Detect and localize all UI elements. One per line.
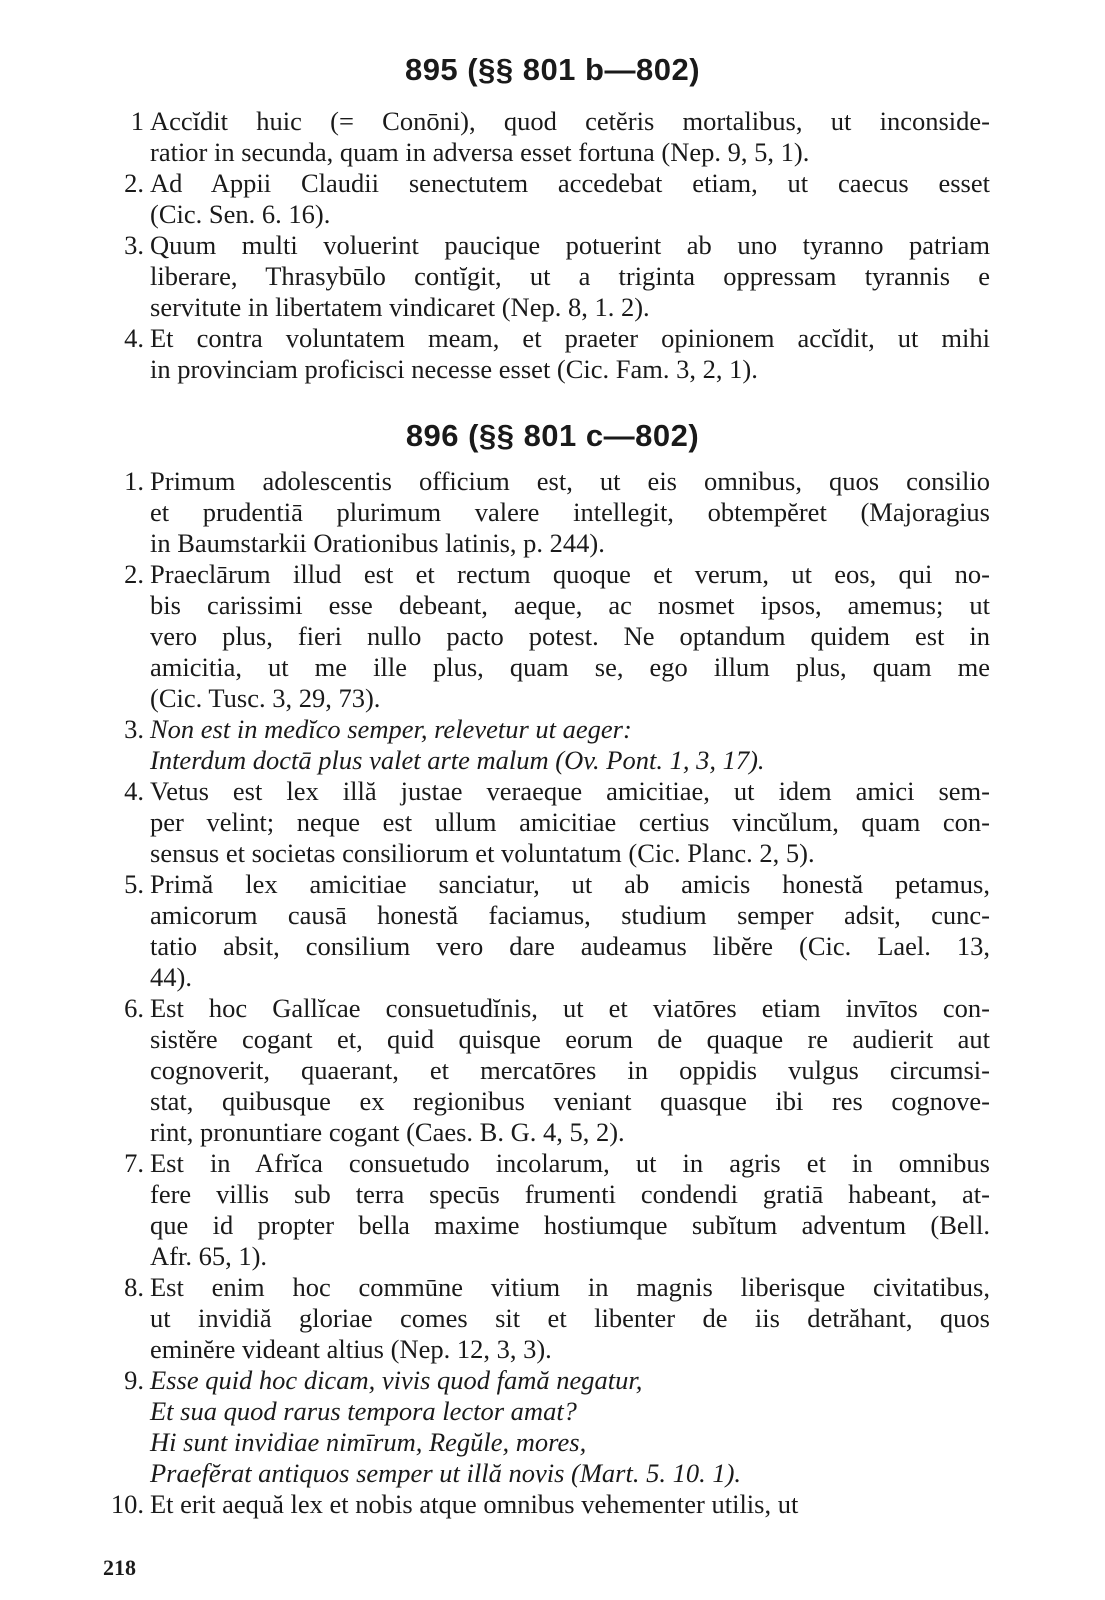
text-line: (Cic. Tusc. 3, 29, 73). <box>150 683 381 713</box>
example-item <box>124 323 990 385</box>
text-line: Et erit aequă lex et nobis atque omnibus vehementer utilis, ut <box>150 1489 799 1519</box>
section-895 <box>0 106 1105 385</box>
text-line: Afr. 65, 1). <box>150 1241 268 1271</box>
text-line: Est hoc Gallĭcae consuetudĭnis, ut et viatōres etiam invītos con- <box>150 993 990 1023</box>
example-item <box>130 106 990 168</box>
text-line: cognoverit, quaerant, et mercatōres in oppidis vulgus circumsi- <box>150 1055 990 1085</box>
verse-line: Et sua quod rarus tempora lector amat? <box>150 1396 577 1426</box>
text-line: sensus et societas consiliorum et voluntatum (Cic. Planc. 2, 5). <box>150 838 815 868</box>
text-line: vero plus, fieri nullo pacto potest. Ne optandum quidem est in <box>150 621 990 651</box>
example-item <box>124 776 990 869</box>
example-number: 5. <box>124 869 144 899</box>
text-line: que id propter bella maxime hostiumque subĭtum adventum (Bell. <box>150 1210 990 1240</box>
text-line: Vetus est lex illă justae veraeque amicitiae, ut idem amici sem- <box>150 776 990 806</box>
text-line: Et contra voluntatem meam, et praeter opinionem accĭdit, ut mihi <box>150 323 990 353</box>
text-line: fere villis sub terra specūs frumenti condendi gratiā habeant, at- <box>150 1179 990 1209</box>
example-number: 1. <box>124 466 144 496</box>
text-line: eminĕre videant altius (Nep. 12, 3, 3). <box>150 1334 552 1364</box>
text-line: sistĕre cogant et, quid quisque eorum de quaque re audierit aut <box>150 1024 990 1054</box>
example-number: 8. <box>124 1272 144 1302</box>
example-item <box>124 1272 990 1365</box>
example-item <box>110 1489 990 1520</box>
example-number: 4. <box>124 323 144 353</box>
section-heading-895: 895 (§§ 801 b—802) <box>404 52 701 87</box>
text-line: liberare, Thrasybūlo contĭgit, ut a triginta oppressam tyrannis e <box>150 261 990 291</box>
verse-line: Interdum doctā plus valet arte malum (Ov. Pont. 1, 3, 17). <box>150 745 765 775</box>
example-number: 3. <box>124 714 144 744</box>
text-line: amicorum causā honestă faciamus, studium semper adsit, cunc- <box>150 900 990 930</box>
verse-line: Non est in medĭco semper, relevetur ut aeger: <box>150 714 632 744</box>
text-line: in Baumstarkii Orationibus latinis, p. 244). <box>150 528 605 558</box>
text-line: Est enim hoc commūne vitium in magnis liberisque civitatibus, <box>150 1272 990 1302</box>
verse-line: Esse quid hoc dicam, vivis quod famă negatur, <box>150 1365 643 1395</box>
text-line: rint, pronuntiare cogant (Caes. B. G. 4, 5, 2). <box>150 1117 625 1147</box>
text-line: stat, quibusque ex regionibus veniant quasque ibi res cognove- <box>150 1086 990 1116</box>
section-heading-896: 896 (§§ 801 c—802) <box>405 418 700 453</box>
text-line: Accĭdit huic (= Conōni), quod cetĕris mortalibus, ut inconside- <box>150 106 990 136</box>
example-item <box>124 1148 990 1272</box>
text-line: Primă lex amicitiae sanciatur, ut ab amicis honestă petamus, <box>150 869 990 899</box>
text-line: 44). <box>150 962 192 992</box>
example-item <box>124 869 990 993</box>
verse-line: Praefĕrat antiquos semper ut illă novis (Mart. 5. 10. 1). <box>150 1458 742 1488</box>
text-line: Primum adolescentis officium est, ut eis omnibus, quos consilio <box>150 466 990 496</box>
example-number: 3. <box>124 230 144 260</box>
example-number: 1 <box>130 106 144 136</box>
text-line: in provinciam proficisci necesse esset (Cic. Fam. 3, 2, 1). <box>150 354 758 384</box>
example-item <box>124 230 990 323</box>
example-number: 2. <box>124 168 144 198</box>
page-number: 218 <box>103 1555 136 1580</box>
text-line: et prudentiā plurimum valere intellegit, obtempĕret (Majoragius <box>150 497 990 527</box>
example-item <box>124 993 990 1148</box>
verse-line: Hi sunt invidiae nimīrum, Regŭle, mores, <box>150 1427 587 1457</box>
text-line: amicitia, ut me ille plus, quam se, ego illum plus, quam me <box>150 652 990 682</box>
example-number: 10. <box>110 1489 144 1519</box>
text-line: Praeclārum illud est et rectum quoque et verum, ut eos, qui no- <box>150 559 990 589</box>
text-line: (Cic. Sen. 6. 16). <box>150 199 331 229</box>
text-line: servitute in libertatem vindicaret (Nep. 8, 1. 2). <box>150 292 650 322</box>
example-number: 6. <box>124 993 144 1023</box>
example-number: 9. <box>124 1365 144 1395</box>
example-item <box>124 168 990 230</box>
text-line: per velint; neque est ullum amicitiae certius vincŭlum, quam con- <box>150 807 990 837</box>
example-number: 7. <box>124 1148 144 1178</box>
text-line: Quum multi voluerint paucique potuerint ab uno tyranno patriam <box>150 230 990 260</box>
text-line: bis carissimi esse debeant, aeque, ac nosmet ipsos, amemus; ut <box>150 590 990 620</box>
text-line: ut invidiă gloriae comes sit et libenter de iis detrăhant, quos <box>150 1303 990 1333</box>
text-line: Est in Afrĭca consuetudo incolarum, ut in agris et in omnibus <box>150 1148 990 1178</box>
example-item <box>124 559 990 714</box>
example-item <box>124 466 990 559</box>
example-item <box>124 1365 990 1489</box>
section-896 <box>0 466 1105 1520</box>
example-item <box>124 714 990 776</box>
example-number: 2. <box>124 559 144 589</box>
example-number: 4. <box>124 776 144 806</box>
text-line: tatio absit, consilium vero dare audeamus libĕre (Cic. Lael. 13, <box>150 931 990 961</box>
text-line: ratior in secunda, quam in adversa esset fortuna (Nep. 9, 5, 1). <box>150 137 810 167</box>
text-line: Ad Appii Claudii senectutem accedebat etiam, ut caecus esset <box>150 168 990 198</box>
